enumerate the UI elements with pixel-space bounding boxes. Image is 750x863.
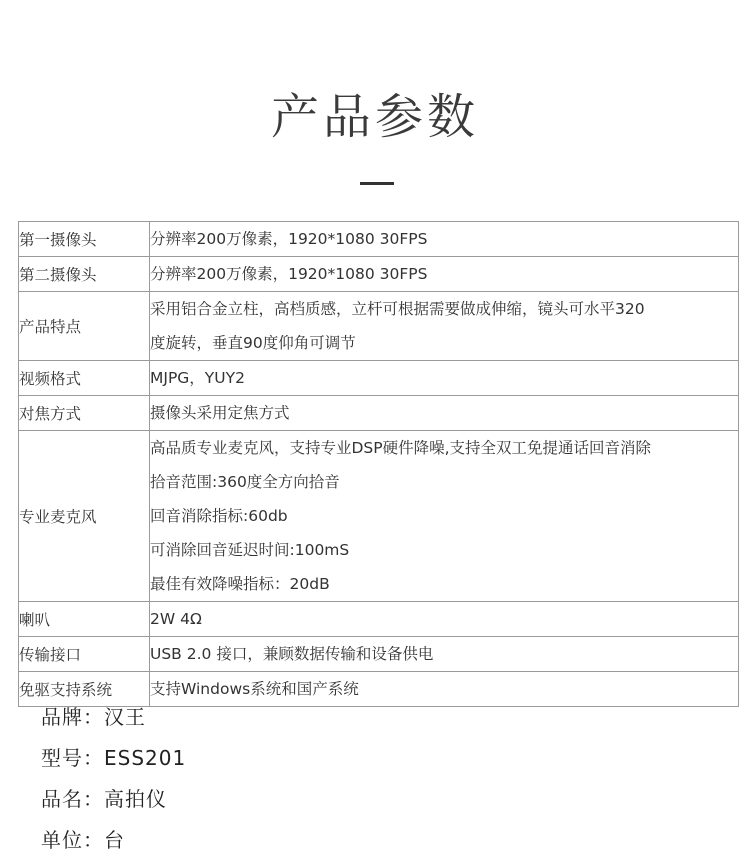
title-underline	[360, 182, 394, 185]
row-value-line: 回音消除指标:60db	[150, 507, 288, 525]
table-row	[19, 396, 739, 431]
table-row	[19, 361, 739, 396]
row-value-line: 拾音范围:360度全方向拾音	[150, 473, 340, 491]
row-value	[150, 672, 739, 707]
page-title: 产品参数	[270, 89, 479, 145]
row-label: 视频格式	[19, 361, 150, 396]
row-value-line: MJPG，YUY2	[150, 369, 245, 387]
table-row	[19, 602, 739, 637]
table-row	[19, 637, 739, 672]
row-value-line: 分辨率200万像素，1920*1080 30FPS	[150, 230, 428, 248]
model-info: 型号：ESS201	[41, 746, 187, 770]
brand-info: 品牌：汉王	[41, 705, 146, 729]
product-name-info: 品名：高拍仪	[41, 787, 167, 811]
table-row	[19, 257, 739, 292]
table-row	[19, 431, 739, 602]
row-label: 免驱支持系统	[19, 672, 150, 707]
row-value-line: 2W 4Ω	[150, 610, 202, 628]
row-value-line: 高品质专业麦克风，支持专业DSP硬件降噪,支持全双工免提通话回音消除	[150, 439, 652, 457]
row-label: 传输接口	[19, 637, 150, 672]
row-value-line: 可消除回音延迟时间:100mS	[150, 541, 350, 559]
row-label: 对焦方式	[19, 396, 150, 431]
row-value-line: 支持Windows系统和国产系统	[150, 680, 359, 698]
row-value	[150, 257, 739, 292]
row-label: 喇叭	[19, 602, 150, 637]
spec-table	[18, 221, 739, 707]
row-value	[150, 222, 739, 257]
row-value-line: 摄像头采用定焦方式	[150, 404, 290, 422]
row-label: 专业麦克风	[19, 431, 150, 602]
row-value-line: 分辨率200万像素，1920*1080 30FPS	[150, 265, 428, 283]
row-value-line: USB 2.0 接口，兼顾数据传输和设备供电	[150, 645, 434, 663]
row-value	[150, 292, 739, 361]
row-label: 第一摄像头	[19, 222, 150, 257]
row-value-line: 最佳有效降噪指标：20dB	[150, 575, 330, 593]
row-label: 产品特点	[19, 292, 150, 361]
table-row	[19, 292, 739, 361]
row-value	[150, 396, 739, 431]
table-row	[19, 222, 739, 257]
row-value	[150, 361, 739, 396]
table-row	[19, 672, 739, 707]
row-label: 第二摄像头	[19, 257, 150, 292]
row-value	[150, 637, 739, 672]
row-value-line: 采用铝合金立柱，高档质感，立杆可根据需要做成伸缩，镜头可水平320	[150, 300, 645, 318]
row-value	[150, 602, 739, 637]
unit-info: 单位：台	[41, 828, 125, 852]
row-value-line: 度旋转，垂直90度仰角可调节	[150, 334, 356, 352]
row-value	[150, 431, 739, 602]
